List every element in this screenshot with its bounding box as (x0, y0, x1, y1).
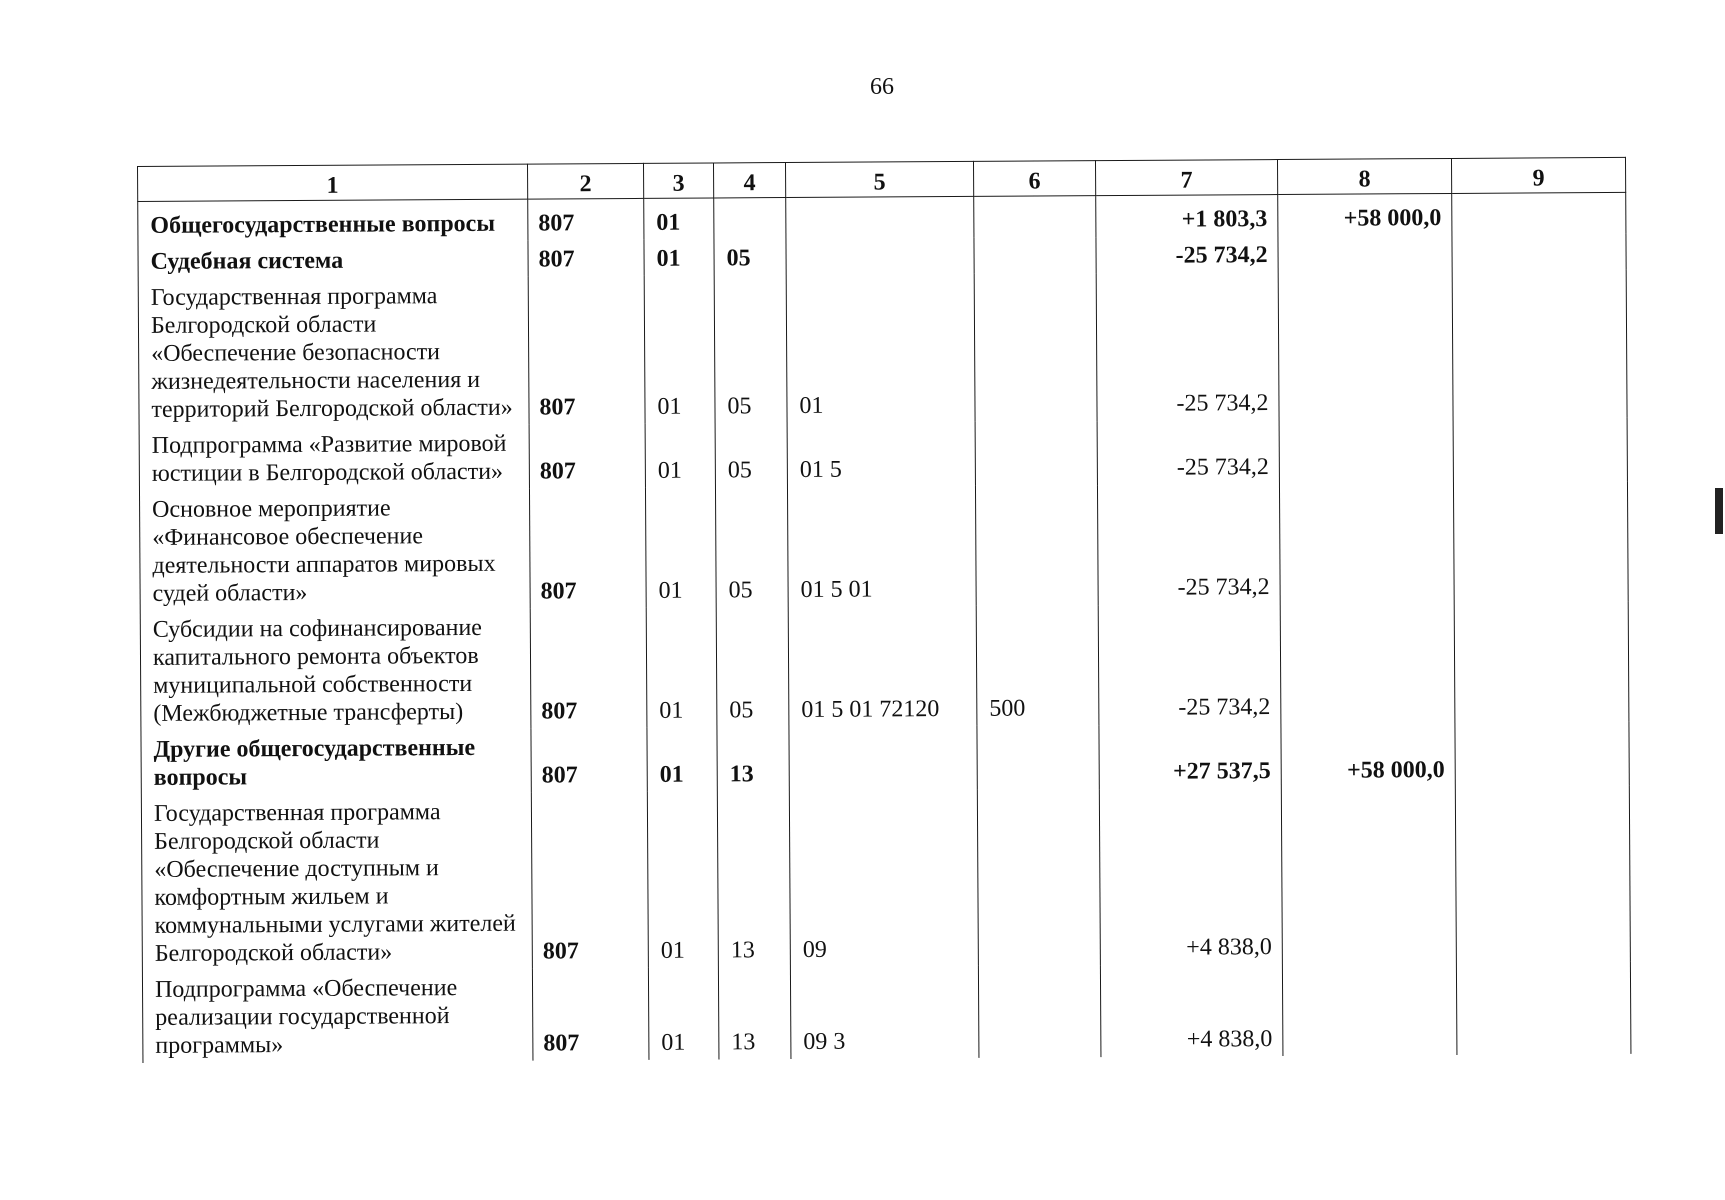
row-col-2: 807 (529, 424, 645, 489)
row-name: Субсидии на софинансирование капитального ремонта объектов муниципальной собственности (Межбюджетные трансферты) (140, 609, 531, 731)
row-col-5 (786, 238, 974, 275)
row-col-8 (1279, 483, 1454, 604)
page-number: 66 (870, 74, 894, 100)
row-col-8 (1280, 603, 1455, 724)
row-col-2: 807 (529, 488, 646, 609)
row-col-5: 01 5 01 (787, 486, 976, 607)
row-col-2: 807 (528, 276, 645, 425)
row-col-4: 13 (717, 791, 790, 967)
row-col-9 (1456, 962, 1631, 1055)
row-col-3: 01 (647, 791, 718, 967)
row-col-5 (786, 196, 974, 239)
row-col-5: 01 5 (787, 422, 975, 487)
header-col-8: 8 (1277, 158, 1451, 194)
row-col-6 (975, 421, 1097, 486)
row-col-3: 01 (648, 967, 719, 1059)
row-col-9 (1454, 602, 1629, 723)
table-row (140, 602, 1629, 731)
row-col-6 (975, 485, 1098, 606)
row-col-5: 09 (789, 790, 978, 967)
table-row (139, 418, 1627, 491)
row-col-2: 807 (528, 198, 644, 240)
header-col-1: 1 (138, 164, 528, 201)
table-row (141, 722, 1629, 795)
row-col-7: -25 734,2 (1097, 420, 1279, 485)
row-col-8 (1279, 419, 1453, 484)
row-col-3: 01 (647, 727, 717, 791)
header-col-9: 9 (1451, 157, 1625, 193)
row-col-3: 01 (645, 487, 716, 607)
header-col-3: 3 (643, 163, 713, 198)
row-col-7: +4 838,0 (1100, 964, 1283, 1057)
row-col-4: 05 (714, 239, 786, 275)
row-col-4: 05 (714, 275, 787, 423)
row-col-9 (1455, 722, 1629, 787)
header-col-2: 2 (527, 163, 643, 199)
row-col-7: -25 734,2 (1096, 236, 1278, 273)
budget-table (137, 157, 1631, 1063)
scan-edge-mark (1715, 488, 1723, 534)
row-col-5: 09 3 (790, 966, 979, 1059)
row-col-5: 01 (786, 274, 975, 423)
row-col-2: 807 (528, 240, 644, 277)
row-col-9 (1455, 786, 1630, 963)
row-col-6 (978, 965, 1101, 1058)
row-col-4: 05 (715, 423, 787, 487)
row-col-2: 807 (530, 608, 647, 729)
row-name: Другие общегосударственные вопросы (141, 729, 531, 795)
table-row (142, 962, 1631, 1063)
header-col-6: 6 (973, 161, 1095, 197)
table-row (138, 270, 1627, 427)
row-col-3: 01 (644, 239, 714, 275)
row-col-6: 500 (976, 605, 1099, 726)
row-name: Государственная программа Белгородской области «Обеспечение доступным и комфортным жильем и коммунальными услугами жителей Белгородской области» (141, 793, 532, 971)
row-col-9 (1453, 418, 1627, 483)
row-col-7: +27 537,5 (1099, 724, 1281, 789)
row-col-3: 01 (644, 198, 714, 240)
header-col-7: 7 (1095, 160, 1277, 196)
row-col-6 (977, 725, 1099, 790)
row-col-8 (1281, 787, 1456, 964)
row-col-5 (789, 726, 977, 791)
row-name: Подпрограмма «Развитие мировой юстиции в Белгородской области» (139, 425, 529, 491)
row-name: Общегосударственные вопросы (138, 199, 528, 243)
table-row (141, 786, 1630, 971)
row-col-4: 05 (715, 487, 788, 607)
budget-table-frame (137, 157, 1631, 1091)
row-col-2: 807 (531, 792, 648, 969)
row-col-3: 01 (645, 423, 715, 487)
row-col-7: -25 734,2 (1096, 272, 1279, 421)
row-col-7: -25 734,2 (1097, 484, 1280, 605)
row-col-2: 807 (532, 968, 649, 1061)
row-col-9 (1453, 482, 1628, 603)
row-col-6 (974, 237, 1096, 274)
row-name: Подпрограмма «Обеспечение реализации государственной программы» (142, 969, 533, 1063)
row-name: Судебная система (138, 241, 528, 279)
row-col-7: +1 803,3 (1096, 195, 1278, 238)
row-col-4 (714, 198, 786, 240)
row-name: Государственная программа Белгородской области «Обеспечение безопасности жизнедеятельности населения и территорий Белгородской области» (138, 277, 529, 427)
row-col-8: +58 000,0 (1278, 193, 1452, 236)
row-col-2: 807 (531, 728, 647, 793)
row-name: Основное мероприятие «Финансовое обеспечение деятельности аппаратов мировых судей области» (139, 489, 530, 611)
row-col-4: 05 (716, 607, 789, 727)
row-col-9 (1452, 234, 1626, 271)
table-row (139, 482, 1628, 611)
row-col-4: 13 (717, 727, 789, 791)
row-col-8 (1278, 235, 1452, 272)
row-col-7: -25 734,2 (1098, 604, 1281, 725)
row-col-6 (974, 273, 1097, 422)
row-col-9 (1452, 270, 1627, 419)
row-col-3: 01 (646, 607, 717, 727)
header-col-4: 4 (713, 163, 785, 198)
row-col-8 (1282, 963, 1457, 1056)
row-col-4: 13 (718, 967, 791, 1059)
row-col-5: 01 5 01 72120 (788, 606, 977, 727)
row-col-6 (977, 789, 1100, 966)
row-col-3: 01 (644, 275, 715, 423)
header-col-5: 5 (785, 161, 973, 197)
row-col-6 (974, 196, 1096, 238)
row-col-7: +4 838,0 (1099, 788, 1282, 965)
row-col-8 (1278, 271, 1453, 420)
row-col-9 (1452, 192, 1626, 235)
row-col-8: +58 000,0 (1281, 723, 1455, 788)
